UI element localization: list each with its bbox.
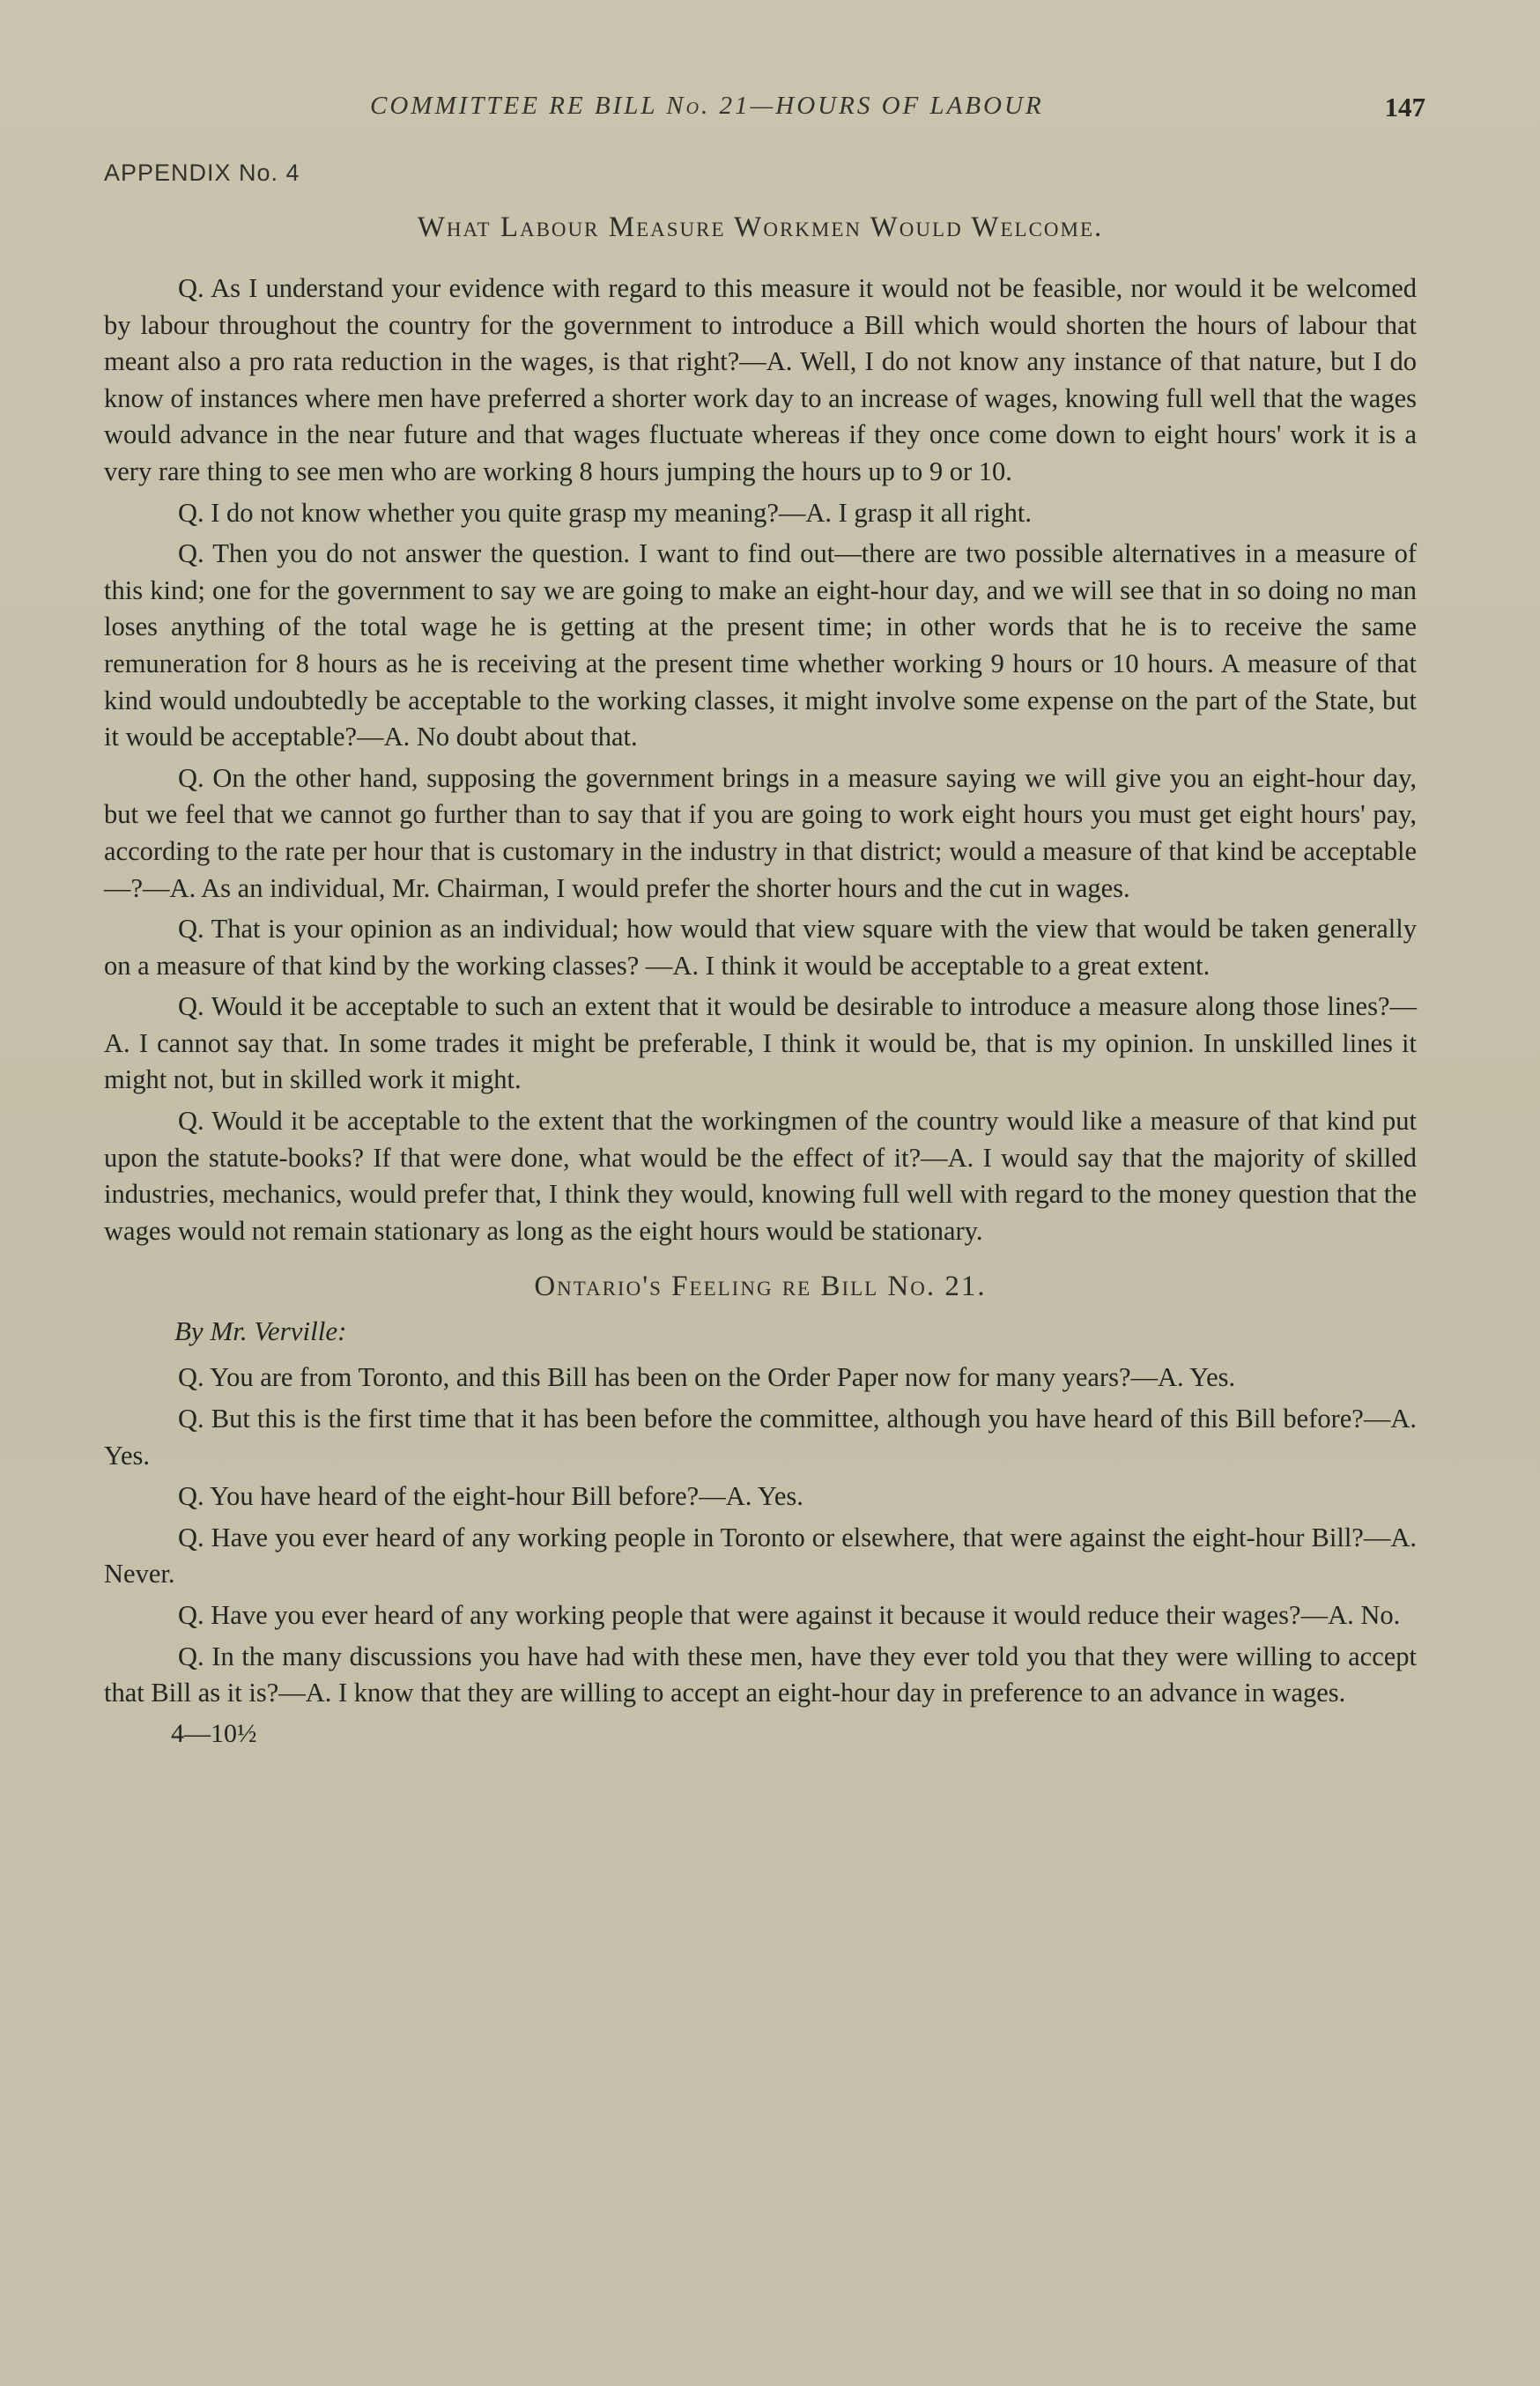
qa-paragraph: Q. But this is the first time that it has been before the committee, although you have heard of this Bill before?—A. Yes. — [104, 1404, 1417, 1471]
document-body — [104, 211, 1417, 1749]
qa-paragraph: Q. That is your opinion as an individual; how would that view square with the view that would be taken generally on a measure of that kind by the working classes? —A. I think it would be acceptable to a great extent. — [104, 914, 1417, 981]
qa-paragraph: Q. You are from Toronto, and this Bill has been on the Order Paper now for many years?—A. Yes. — [178, 1362, 1236, 1393]
qa-paragraph: Q. Have you ever heard of any working people that were against it because it would reduce their wages?—A. No. — [178, 1600, 1401, 1630]
qa-paragraph: Q. You have heard of the eight-hour Bill before?—A. Yes. — [178, 1481, 803, 1512]
qa-paragraph: Q. Then you do not answer the question. I want to find out—there are two possible alternatives in a measure of this kind; one for the government to say we are going to make an eight-hour day, and we will see that in so doing no man loses anything of the total wage he is getting at the present time; in other words that he is to receive the same remuneration for 8 hours as he is receiving at the present time whether working 9 hours or 10 hours. A measure of that kind would undoubtedly be acceptable to the working classes, it might involve some expense on the part of the State, but it would be acceptable?—A. No doubt about that. — [104, 538, 1417, 752]
appendix-label: APPENDIX No. 4 — [104, 159, 300, 186]
signature-mark: 4—10½ — [171, 1718, 257, 1748]
qa-paragraph: Q. On the other hand, supposing the government brings in a measure saying we will give you an eight-hour day, but we feel that we cannot go further than to say that if you are going to work eight hours you must get eight hours' pay, according to the rate per hour that is customary in the industry in that district; would a measure of that kind be acceptable—?—A. As an individual, Mr. Chairman, I would prefer the shorter hours and the cut in wages. — [104, 762, 1417, 903]
qa-paragraph: Q. Have you ever heard of any working people in Toronto or elsewhere, that were against the eight-hour Bill?—A. Never. — [104, 1522, 1417, 1589]
byline: By Mr. Verville: — [174, 1315, 347, 1347]
page-number: 147 — [1384, 92, 1425, 122]
qa-paragraph: Q. In the many discussions you have had with these men, have they ever told you that they were willing to accept that Bill as it is?—A. I know that they are willing to accept an eight-hour day in preference to an advance in wages. — [104, 1641, 1417, 1708]
qa-paragraph: Q. I do not know whether you quite grasp my meaning?—A. I grasp it all right. — [178, 497, 1033, 528]
running-title: COMMITTEE RE BILL No. 21—HOURS OF LABOUR — [370, 92, 1044, 120]
qa-paragraph: Q. Would it be acceptable to such an extent that it would be desirable to introduce a measure along those lines?—A. I cannot say that. In some trades it might be preferable, I think it would be, that is my opinion. In unskilled lines it might not, but in skilled work it might. — [104, 991, 1417, 1095]
page-header — [104, 92, 1425, 127]
qa-paragraph: Q. As I understand your evidence with regard to this measure it would not be feasible, nor would it be welcomed by labour throughout the country for the government to introduce a Bill which would shorten the hours of labour that meant also a pro rata reduction in the wages, is that right?—A. Well, I do not know any instance of that nature, but I do know of instances where men have preferred a shorter work day to an increase of wages, knowing full well that the wages would advance in the near future and that wages fluctuate whereas if they once come down to eight hours' work it is a very rare thing to see men who are working 8 hours jumping the hours up to 9 or 10. — [104, 273, 1417, 486]
section-title-workmen-welcome: What Labour Measure Workmen Would Welcome. — [417, 211, 1104, 243]
section-title-ontario-feeling: Ontario's Feeling re Bill No. 21. — [534, 1271, 987, 1303]
qa-paragraph: Q. Would it be acceptable to the extent that the workingmen of the country would like a measure of that kind put upon the statute-books? If that were done, what would be the effect of it?—A. I would say that the majority of skilled industries, mechanics, would prefer that, I think they would, knowing full well with regard to the money question that the wages would not remain stationary as long as the eight hours would be stationary. — [104, 1106, 1417, 1246]
